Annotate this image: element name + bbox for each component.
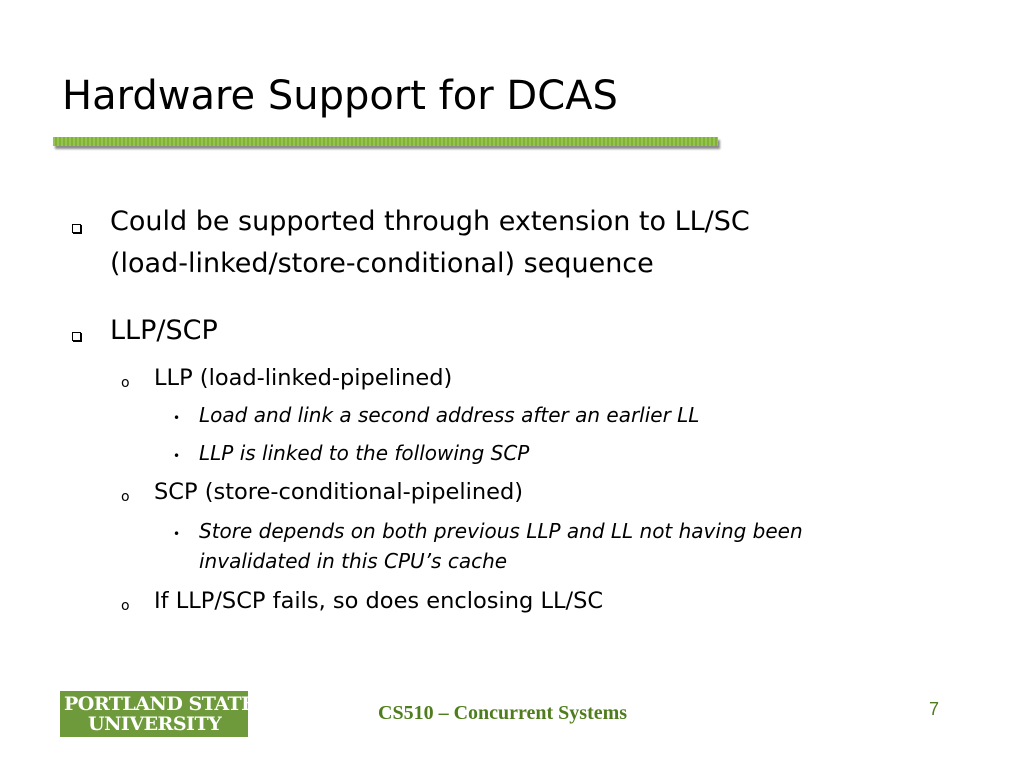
dot-bullet-icon: • (173, 449, 181, 463)
sub-bullet-fails: If LLP/SCP fails, so does enclosing LL/SC (154, 588, 604, 614)
subsub-bullet-3-line-2: invalidated in this CPU’s cache (199, 549, 508, 573)
portland-state-logo (60, 691, 256, 737)
dot-bullet-icon: • (173, 527, 181, 541)
title-underline (53, 137, 718, 146)
subsub-bullet-1: Load and link a second address after an earlier LL (199, 403, 700, 427)
logo-line-1: PORTLAND STATE (64, 693, 256, 715)
bullet-1-line-1: Could be supported through extension to LL/SC (110, 206, 750, 237)
bullet-1-line-2: (load-linked/store-conditional) sequence (110, 248, 654, 279)
circle-bullet-icon: o (121, 598, 130, 614)
logo-line-2: UNIVERSITY (88, 713, 222, 735)
subsub-bullet-3-line-1: Store depends on both previous LLP and LL not having been (199, 519, 803, 543)
page-number: 7 (929, 699, 940, 719)
square-bullet-icon (72, 224, 81, 233)
square-bullet-icon (72, 332, 81, 341)
footer-course-title: CS510 – Concurrent Systems (378, 702, 628, 724)
circle-bullet-icon: o (121, 375, 130, 391)
bullet-2-text: LLP/SCP (110, 315, 218, 346)
subsub-bullet-2: LLP is linked to the following SCP (199, 441, 530, 465)
circle-bullet-icon: o (121, 489, 130, 505)
dot-bullet-icon: • (173, 411, 181, 425)
slide-title: Hardware Support for DCAS (62, 73, 618, 119)
sub-bullet-scp: SCP (store-conditional-pipelined) (154, 479, 524, 505)
sub-bullet-llp: LLP (load-linked-pipelined) (154, 365, 453, 391)
